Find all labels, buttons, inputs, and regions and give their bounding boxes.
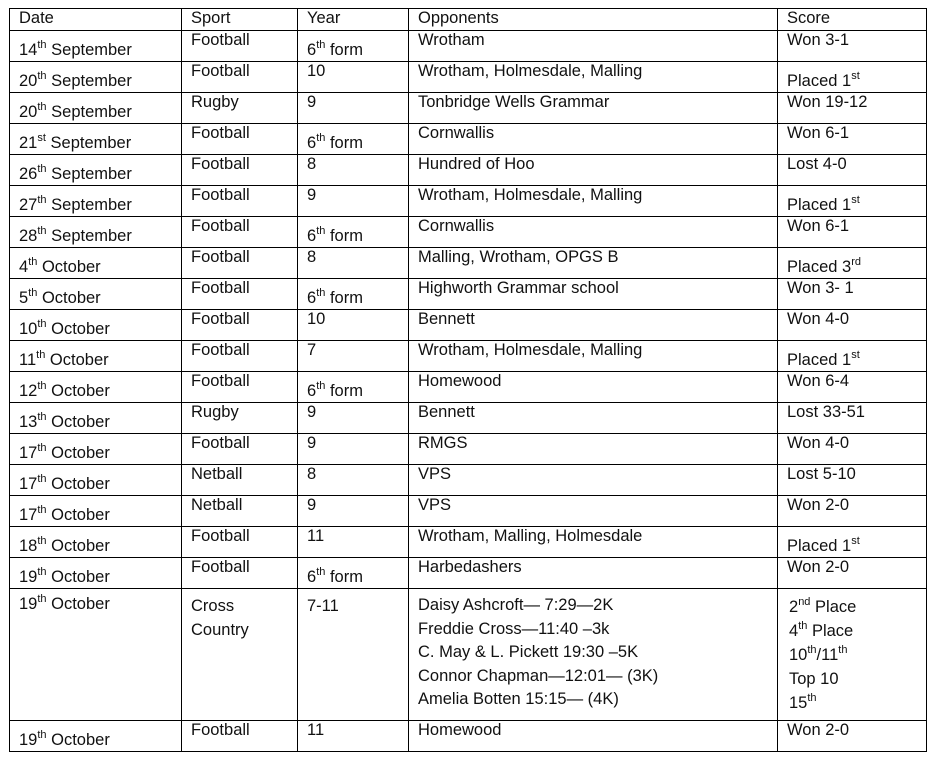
year-value: 7 bbox=[307, 341, 317, 359]
score-value: Placed 1 bbox=[787, 537, 852, 555]
cell-sport: Netball bbox=[182, 496, 298, 527]
cell-sport: Rugby bbox=[182, 93, 298, 124]
table-row bbox=[10, 465, 927, 496]
year-value: 6 bbox=[307, 382, 317, 400]
score-value: Lost 33-51 bbox=[787, 403, 865, 421]
cell-score bbox=[778, 465, 927, 496]
cell-date bbox=[10, 310, 182, 341]
placement-value: 2 bbox=[789, 598, 799, 616]
cell-year bbox=[298, 93, 409, 124]
date-day: 19 bbox=[19, 595, 38, 613]
year-rest: form bbox=[329, 568, 363, 586]
year-value: 11 bbox=[307, 527, 325, 545]
cell-date bbox=[10, 721, 182, 752]
cell-date bbox=[10, 31, 182, 62]
table-row bbox=[10, 62, 927, 93]
date-month: September bbox=[50, 134, 132, 152]
date-day: 10 bbox=[19, 320, 38, 338]
score-value: Lost 5-10 bbox=[787, 465, 856, 483]
table-row bbox=[10, 279, 927, 310]
cell-date bbox=[10, 589, 182, 721]
cell-year bbox=[298, 372, 409, 403]
cell-opponents: Tonbridge Wells Grammar bbox=[409, 93, 778, 124]
date-day: 19 bbox=[19, 731, 38, 749]
cell-opponents: Wrotham, Holmesdale, Malling bbox=[409, 341, 778, 372]
year-value: 6 bbox=[307, 41, 317, 59]
placement-suffix: th bbox=[807, 643, 817, 656]
cell-date bbox=[10, 527, 182, 558]
cell-sport: Football bbox=[182, 155, 298, 186]
cell-sport: Football bbox=[182, 124, 298, 155]
date-day: 17 bbox=[19, 506, 38, 524]
date-suffix: th bbox=[37, 565, 47, 578]
sport-line-2: Country bbox=[191, 621, 249, 639]
cell-year bbox=[298, 248, 409, 279]
date-suffix: th bbox=[37, 379, 47, 392]
date-month: September bbox=[51, 165, 132, 183]
date-suffix: th bbox=[37, 472, 47, 485]
score-suffix: rd bbox=[851, 255, 861, 268]
year-value: 6 bbox=[307, 568, 317, 586]
year-suffix: th bbox=[316, 286, 326, 299]
table-row bbox=[10, 558, 927, 589]
cell-year bbox=[298, 434, 409, 465]
date-month: October bbox=[51, 382, 110, 400]
cell-date bbox=[10, 496, 182, 527]
cell-date bbox=[10, 155, 182, 186]
cell-opponents: Cornwallis bbox=[409, 124, 778, 155]
placement-value: 4 bbox=[789, 622, 799, 640]
year-suffix: th bbox=[316, 131, 326, 144]
placement-line bbox=[789, 643, 926, 667]
date-month: October bbox=[51, 320, 110, 338]
year-value: 9 bbox=[307, 93, 317, 111]
cell-opponents: Cornwallis bbox=[409, 217, 778, 248]
cell-score bbox=[778, 217, 927, 248]
fixtures-results-table bbox=[9, 8, 927, 752]
cell-score bbox=[778, 186, 927, 217]
date-month: September bbox=[51, 227, 132, 245]
score-value: Won 4-0 bbox=[787, 434, 850, 452]
cell-opponents: Harbedashers bbox=[409, 558, 778, 589]
cell-date bbox=[10, 372, 182, 403]
year-suffix: th bbox=[316, 379, 326, 392]
year-rest: form bbox=[329, 289, 363, 307]
cell-score bbox=[778, 155, 927, 186]
date-day: 26 bbox=[19, 165, 38, 183]
score-value: Placed 3 bbox=[787, 258, 852, 276]
cell-date bbox=[10, 186, 182, 217]
date-day: 27 bbox=[19, 196, 38, 214]
cell-opponents: Wrotham, Holmesdale, Malling bbox=[409, 186, 778, 217]
placement-rest: /11 bbox=[816, 646, 839, 664]
score-value: Won 2-0 bbox=[787, 558, 850, 576]
date-month: October bbox=[49, 351, 109, 369]
cell-opponents: Malling, Wrotham, OPGS B bbox=[409, 248, 778, 279]
placement-suffix: th bbox=[798, 619, 808, 632]
cell-year bbox=[298, 558, 409, 589]
date-day: 21 bbox=[19, 134, 38, 152]
date-suffix: th bbox=[36, 348, 46, 361]
cell-date bbox=[10, 403, 182, 434]
table-row bbox=[10, 248, 927, 279]
header-opponents: Opponents bbox=[409, 9, 778, 31]
cell-sport: Football bbox=[182, 372, 298, 403]
opponent-line: Daisy Ashcroft— 7:29—2K bbox=[418, 596, 614, 614]
table-row bbox=[10, 93, 927, 124]
date-month: October bbox=[51, 413, 110, 431]
cell-opponents: RMGS bbox=[409, 434, 778, 465]
year-rest: form bbox=[329, 134, 363, 152]
date-suffix: th bbox=[37, 410, 47, 423]
score-suffix: st bbox=[851, 193, 860, 206]
cell-sport: Rugby bbox=[182, 403, 298, 434]
date-day: 17 bbox=[19, 475, 38, 493]
date-day: 14 bbox=[19, 41, 38, 59]
date-day: 5 bbox=[19, 289, 29, 307]
opponent-line: Connor Chapman—12:01— (3K) bbox=[418, 666, 659, 685]
cell-opponents: Bennett bbox=[409, 310, 778, 341]
header-date: Date bbox=[10, 9, 182, 31]
year-suffix: th bbox=[316, 38, 326, 51]
cell-year bbox=[298, 527, 409, 558]
cell-date bbox=[10, 279, 182, 310]
cell-sport: Football bbox=[182, 279, 298, 310]
date-suffix: th bbox=[37, 503, 47, 516]
placement-suffix: nd bbox=[798, 595, 811, 608]
score-value: Lost 4-0 bbox=[787, 155, 847, 173]
cell-score bbox=[778, 589, 927, 721]
cell-date bbox=[10, 434, 182, 465]
cell-opponents: Wrotham bbox=[409, 31, 778, 62]
cell-year bbox=[298, 465, 409, 496]
date-day: 11 bbox=[19, 351, 37, 369]
year-value: 8 bbox=[307, 465, 317, 483]
table-row bbox=[10, 186, 927, 217]
cell-sport: Football bbox=[182, 341, 298, 372]
date-month: October bbox=[41, 258, 101, 276]
opponent-line: C. May & L. Pickett 19:30 –5K bbox=[418, 643, 639, 661]
table-row bbox=[10, 434, 927, 465]
cell-score bbox=[778, 341, 927, 372]
date-suffix: th bbox=[28, 255, 38, 268]
cell-opponents: Highworth Grammar school bbox=[409, 279, 778, 310]
date-day: 28 bbox=[19, 227, 38, 245]
cell-opponents bbox=[409, 589, 778, 721]
cell-sport bbox=[182, 589, 298, 721]
year-suffix: th bbox=[316, 565, 326, 578]
year-value: 9 bbox=[307, 434, 317, 452]
year-value: 9 bbox=[307, 186, 317, 204]
opponent-line: Freddie Cross—11:40 –3k bbox=[418, 619, 610, 638]
cell-year bbox=[298, 279, 409, 310]
cell-sport: Football bbox=[182, 31, 298, 62]
placement-suffix-2: th bbox=[838, 643, 848, 656]
table-row bbox=[10, 372, 927, 403]
year-rest: form bbox=[329, 227, 363, 245]
placement-line bbox=[789, 667, 926, 691]
cell-opponents: Bennett bbox=[409, 403, 778, 434]
score-value: Won 6-1 bbox=[787, 217, 850, 235]
date-suffix: th bbox=[37, 592, 47, 605]
cell-year bbox=[298, 217, 409, 248]
date-suffix: th bbox=[37, 69, 47, 82]
cell-score bbox=[778, 372, 927, 403]
results-table-container bbox=[9, 8, 927, 752]
year-rest: form bbox=[329, 41, 363, 59]
date-day: 19 bbox=[19, 568, 38, 586]
cell-year bbox=[298, 62, 409, 93]
date-month: September bbox=[51, 72, 132, 90]
cell-sport: Football bbox=[182, 721, 298, 752]
year-value: 9 bbox=[307, 496, 317, 514]
score-value: Won 3- 1 bbox=[787, 279, 854, 297]
cell-date bbox=[10, 558, 182, 589]
date-suffix: st bbox=[37, 131, 46, 144]
cell-opponents: Wrotham, Malling, Holmesdale bbox=[409, 527, 778, 558]
placement-line bbox=[789, 595, 926, 619]
placement-value: 15 bbox=[789, 694, 808, 712]
cell-sport: Football bbox=[182, 217, 298, 248]
score-value: Placed 1 bbox=[787, 72, 852, 90]
cell-year bbox=[298, 589, 409, 721]
score-value: Won 2-0 bbox=[787, 496, 850, 514]
cell-year bbox=[298, 310, 409, 341]
date-day: 20 bbox=[19, 72, 38, 90]
cell-score bbox=[778, 124, 927, 155]
cell-year bbox=[298, 496, 409, 527]
date-month: October bbox=[51, 537, 110, 555]
date-month: October bbox=[51, 444, 110, 462]
placement-suffix: th bbox=[807, 691, 817, 704]
date-suffix: th bbox=[28, 286, 38, 299]
cell-date bbox=[10, 341, 182, 372]
table-row-cross-country bbox=[10, 589, 927, 721]
sport-line-1: Cross bbox=[191, 597, 235, 615]
cell-year bbox=[298, 124, 409, 155]
date-suffix: th bbox=[37, 162, 47, 175]
table-row bbox=[10, 31, 927, 62]
cell-year bbox=[298, 31, 409, 62]
score-suffix: st bbox=[851, 348, 860, 361]
date-month: October bbox=[51, 731, 110, 749]
placement-rest: Place bbox=[807, 622, 854, 640]
table-header-row bbox=[10, 9, 927, 31]
header-sport: Sport bbox=[182, 9, 298, 31]
date-month: September bbox=[51, 41, 132, 59]
table-row bbox=[10, 496, 927, 527]
cell-score bbox=[778, 558, 927, 589]
year-value: 10 bbox=[307, 310, 326, 328]
cell-score bbox=[778, 248, 927, 279]
year-value: 6 bbox=[307, 134, 317, 152]
cell-score bbox=[778, 62, 927, 93]
score-value: Placed 1 bbox=[787, 196, 852, 214]
opponent-line: Amelia Botten 15:15— (4K) bbox=[418, 690, 619, 708]
date-month: October bbox=[51, 595, 110, 613]
cell-sport: Football bbox=[182, 248, 298, 279]
year-value: 8 bbox=[307, 248, 317, 266]
cell-score: Won 2-0 bbox=[778, 721, 927, 752]
score-value: Won 6-1 bbox=[787, 124, 850, 142]
cell-score bbox=[778, 279, 927, 310]
cell-score bbox=[778, 31, 927, 62]
year-value: 7-11 bbox=[307, 597, 339, 615]
table-row bbox=[10, 310, 927, 341]
date-month: October bbox=[41, 289, 101, 307]
cell-year: 11 bbox=[298, 721, 409, 752]
date-suffix: th bbox=[37, 317, 47, 330]
cell-date bbox=[10, 93, 182, 124]
date-suffix: th bbox=[37, 38, 47, 51]
date-day: 20 bbox=[19, 103, 38, 121]
cell-date bbox=[10, 248, 182, 279]
date-month: September bbox=[51, 196, 132, 214]
cell-opponents: Hundred of Hoo bbox=[409, 155, 778, 186]
year-value: 9 bbox=[307, 403, 317, 421]
score-value: Placed 1 bbox=[787, 351, 852, 369]
cell-sport: Netball bbox=[182, 465, 298, 496]
date-day: 17 bbox=[19, 444, 38, 462]
table-row bbox=[10, 721, 927, 752]
year-suffix: th bbox=[316, 224, 326, 237]
cell-score bbox=[778, 527, 927, 558]
cell-sport: Football bbox=[182, 62, 298, 93]
date-suffix: th bbox=[37, 441, 47, 454]
cell-date bbox=[10, 124, 182, 155]
date-day: 4 bbox=[19, 258, 29, 276]
table-row bbox=[10, 403, 927, 434]
placement-rest: Place bbox=[810, 598, 857, 616]
date-month: September bbox=[51, 103, 132, 121]
table-body bbox=[10, 31, 927, 752]
cell-sport: Football bbox=[182, 527, 298, 558]
table-row bbox=[10, 341, 927, 372]
date-suffix: th bbox=[37, 224, 47, 237]
year-value: 8 bbox=[307, 155, 317, 173]
cell-date bbox=[10, 62, 182, 93]
score-value: Won 19-12 bbox=[787, 93, 868, 111]
cell-date bbox=[10, 465, 182, 496]
cell-year bbox=[298, 403, 409, 434]
date-day: 18 bbox=[19, 537, 38, 555]
date-suffix: th bbox=[37, 193, 47, 206]
cell-year bbox=[298, 155, 409, 186]
year-value: 6 bbox=[307, 289, 317, 307]
cell-year bbox=[298, 186, 409, 217]
cell-score bbox=[778, 403, 927, 434]
cell-sport: Football bbox=[182, 310, 298, 341]
score-value: Won 4-0 bbox=[787, 310, 850, 328]
cell-date bbox=[10, 217, 182, 248]
date-month: October bbox=[51, 506, 110, 524]
cell-year bbox=[298, 341, 409, 372]
header-score: Score bbox=[778, 9, 927, 31]
date-day: 13 bbox=[19, 413, 38, 431]
cell-opponents: Wrotham, Holmesdale, Malling bbox=[409, 62, 778, 93]
date-suffix: th bbox=[37, 534, 47, 547]
year-rest: form bbox=[329, 382, 363, 400]
cell-sport: Football bbox=[182, 558, 298, 589]
date-month: October bbox=[51, 475, 110, 493]
table-row bbox=[10, 155, 927, 186]
cell-score bbox=[778, 496, 927, 527]
score-suffix: st bbox=[851, 69, 860, 82]
date-day: 12 bbox=[19, 382, 38, 400]
table-row bbox=[10, 124, 927, 155]
cell-opponents: Homewood bbox=[409, 721, 778, 752]
score-value: Won 3-1 bbox=[787, 31, 850, 49]
year-value: 10 bbox=[307, 62, 326, 80]
cell-opponents: VPS bbox=[409, 465, 778, 496]
placement-value: Top 10 bbox=[789, 670, 839, 688]
cell-score bbox=[778, 93, 927, 124]
cell-score bbox=[778, 434, 927, 465]
date-suffix: th bbox=[37, 100, 47, 113]
cell-sport: Football bbox=[182, 186, 298, 217]
header-year: Year bbox=[298, 9, 409, 31]
cell-score bbox=[778, 310, 927, 341]
cell-sport: Football bbox=[182, 434, 298, 465]
year-value: 6 bbox=[307, 227, 317, 245]
score-value: Won 6-4 bbox=[787, 372, 850, 390]
cell-opponents: VPS bbox=[409, 496, 778, 527]
cell-opponents: Homewood bbox=[409, 372, 778, 403]
score-suffix: st bbox=[851, 534, 860, 547]
table-row bbox=[10, 527, 927, 558]
placement-line bbox=[789, 691, 926, 715]
date-month: October bbox=[51, 568, 110, 586]
placement-value: 10 bbox=[789, 646, 808, 664]
placement-line bbox=[789, 619, 926, 643]
table-row bbox=[10, 217, 927, 248]
date-suffix: th bbox=[37, 728, 47, 741]
